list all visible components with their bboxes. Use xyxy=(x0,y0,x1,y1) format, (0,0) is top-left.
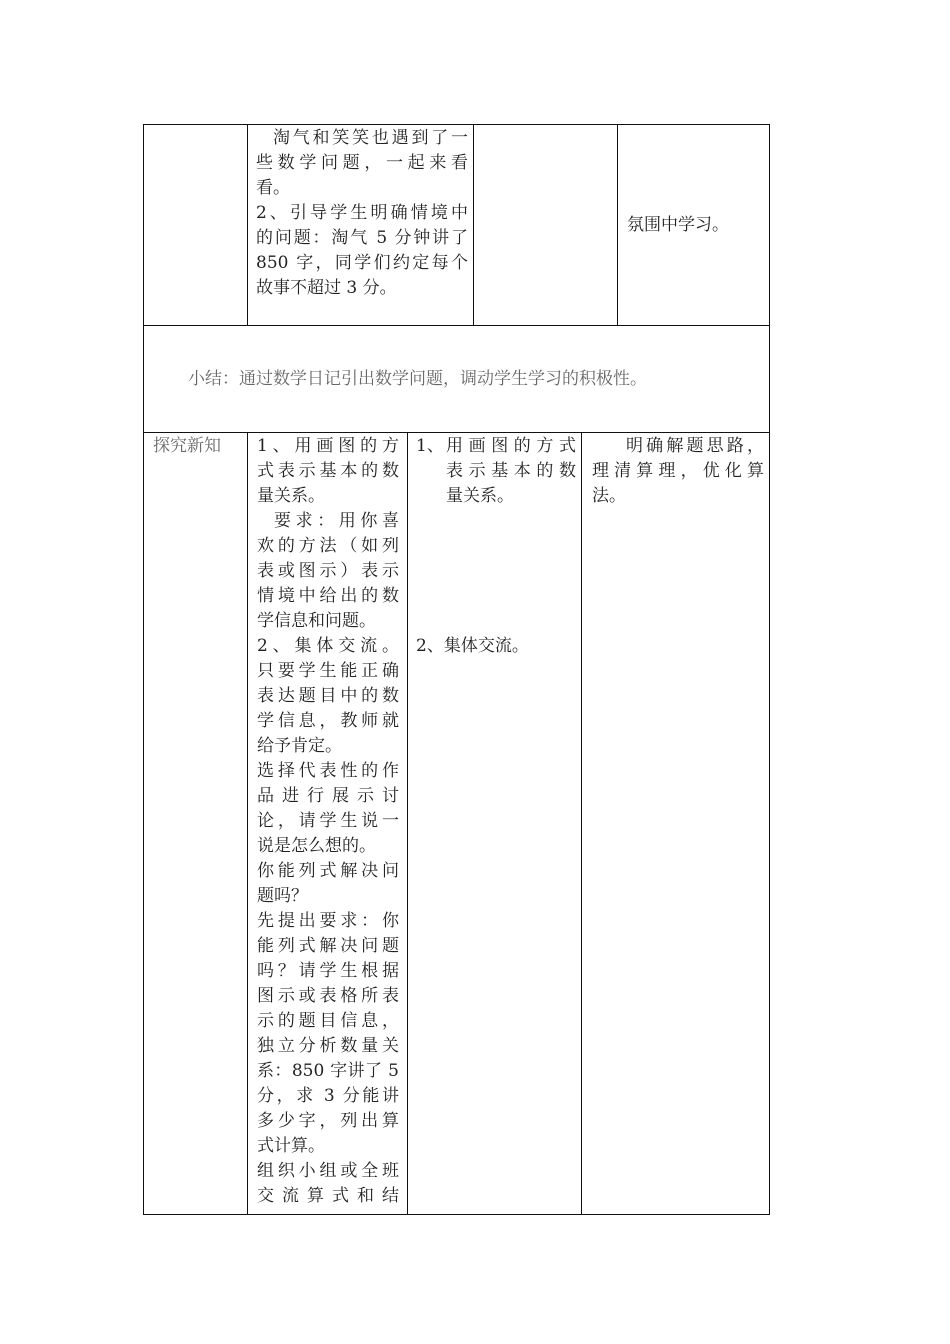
text-line: 品进行展示讨 xyxy=(257,786,399,806)
text-line: 明确解题思路， xyxy=(626,436,764,456)
text-line: 你能列式解决问 xyxy=(257,861,399,881)
text-line: 式计算。 xyxy=(257,1136,325,1156)
text-line: 量关系。 xyxy=(257,486,325,506)
text-line: 论，请学生说一 xyxy=(257,811,399,831)
text-line: 只要学生能正确 xyxy=(257,661,399,681)
teacher-activity-cell xyxy=(256,126,468,301)
text-line: 系：850 字讲了 5 xyxy=(257,1061,399,1081)
text-line: 氛围中学习。 xyxy=(627,215,729,235)
text-line: 的问题：淘气 5 分钟讲了 xyxy=(256,228,468,248)
text-line: 法。 xyxy=(592,486,626,506)
text-line: 1、用画图的方 xyxy=(257,436,399,456)
text-line: 式表示基本的数 xyxy=(257,461,399,481)
teacher-activity-cell xyxy=(257,434,399,1209)
text-line: 学信息，教师就 xyxy=(257,711,399,731)
lesson-plan-table xyxy=(143,124,770,1215)
column-divider xyxy=(617,125,618,325)
text-line: 看。 xyxy=(256,178,290,198)
text-line: 些数学问题，一起来看 xyxy=(256,153,468,173)
text-line: 用画图的方式 xyxy=(446,436,576,456)
text-line: 独立分析数量关 xyxy=(257,1036,399,1056)
text-line: 图示或表格所表 xyxy=(257,986,399,1006)
text-line: 2、集体交流。 xyxy=(416,636,529,656)
column-divider xyxy=(581,433,582,1214)
text-line: 表或图示）表示 xyxy=(257,561,399,581)
text-line: 选择代表性的作 xyxy=(257,761,399,781)
item-number: 1、 xyxy=(416,436,444,456)
column-divider xyxy=(407,433,408,1214)
text-line: 理清算理，优化算 xyxy=(592,461,764,481)
text-line: 850 字，同学们约定每个 xyxy=(256,253,468,273)
table-row-intro xyxy=(143,124,770,326)
text-line: 示的题目信息， xyxy=(257,1011,399,1031)
text-line: 量关系。 xyxy=(446,486,514,506)
text-line: 表达题目中的数 xyxy=(257,686,399,706)
text-line: 2、集体交流。 xyxy=(257,636,399,656)
text-line: 组织小组或全班 xyxy=(257,1161,399,1181)
text-line: 2、引导学生明确情境中 xyxy=(256,203,468,223)
text-line: 欢的方法（如列 xyxy=(257,536,399,556)
text-line: 故事不超过 3 分。 xyxy=(256,278,397,298)
design-intent-cell xyxy=(592,434,764,509)
text-line: 交流算式和结 xyxy=(257,1186,399,1206)
summary-text: 小结：通过数学日记引出数学问题，调动学生学习的积极性。 xyxy=(188,369,647,389)
text-line: 说是怎么想的。 xyxy=(257,836,376,856)
text-line: 学信息和问题。 xyxy=(257,611,376,631)
text-line: 给予肯定。 xyxy=(257,736,342,756)
student-activity-cell xyxy=(416,434,580,656)
table-row-summary xyxy=(143,326,770,433)
text-line: 先提出要求：你 xyxy=(257,911,399,931)
text-line: 表示基本的数 xyxy=(446,461,576,481)
text-line: 多少字，列出算 xyxy=(257,1111,399,1131)
column-divider xyxy=(247,125,248,325)
text-line: 情境中给出的数 xyxy=(257,586,399,606)
table-row-explore xyxy=(143,433,770,1215)
text-line: 能列式解决问题 xyxy=(257,936,399,956)
column-divider xyxy=(473,125,474,325)
text-line: 吗？请学生根据 xyxy=(257,961,399,981)
text-line: 要求：用你喜 xyxy=(274,511,399,531)
text-line: 分，求 3 分能讲 xyxy=(257,1086,399,1106)
column-divider xyxy=(247,433,248,1214)
text-line: 题吗？ xyxy=(257,886,308,906)
text-line: 淘气和笑笑也遇到了一 xyxy=(273,128,468,148)
stage-label: 探究新知 xyxy=(153,436,221,456)
design-intent-cell xyxy=(627,213,767,238)
